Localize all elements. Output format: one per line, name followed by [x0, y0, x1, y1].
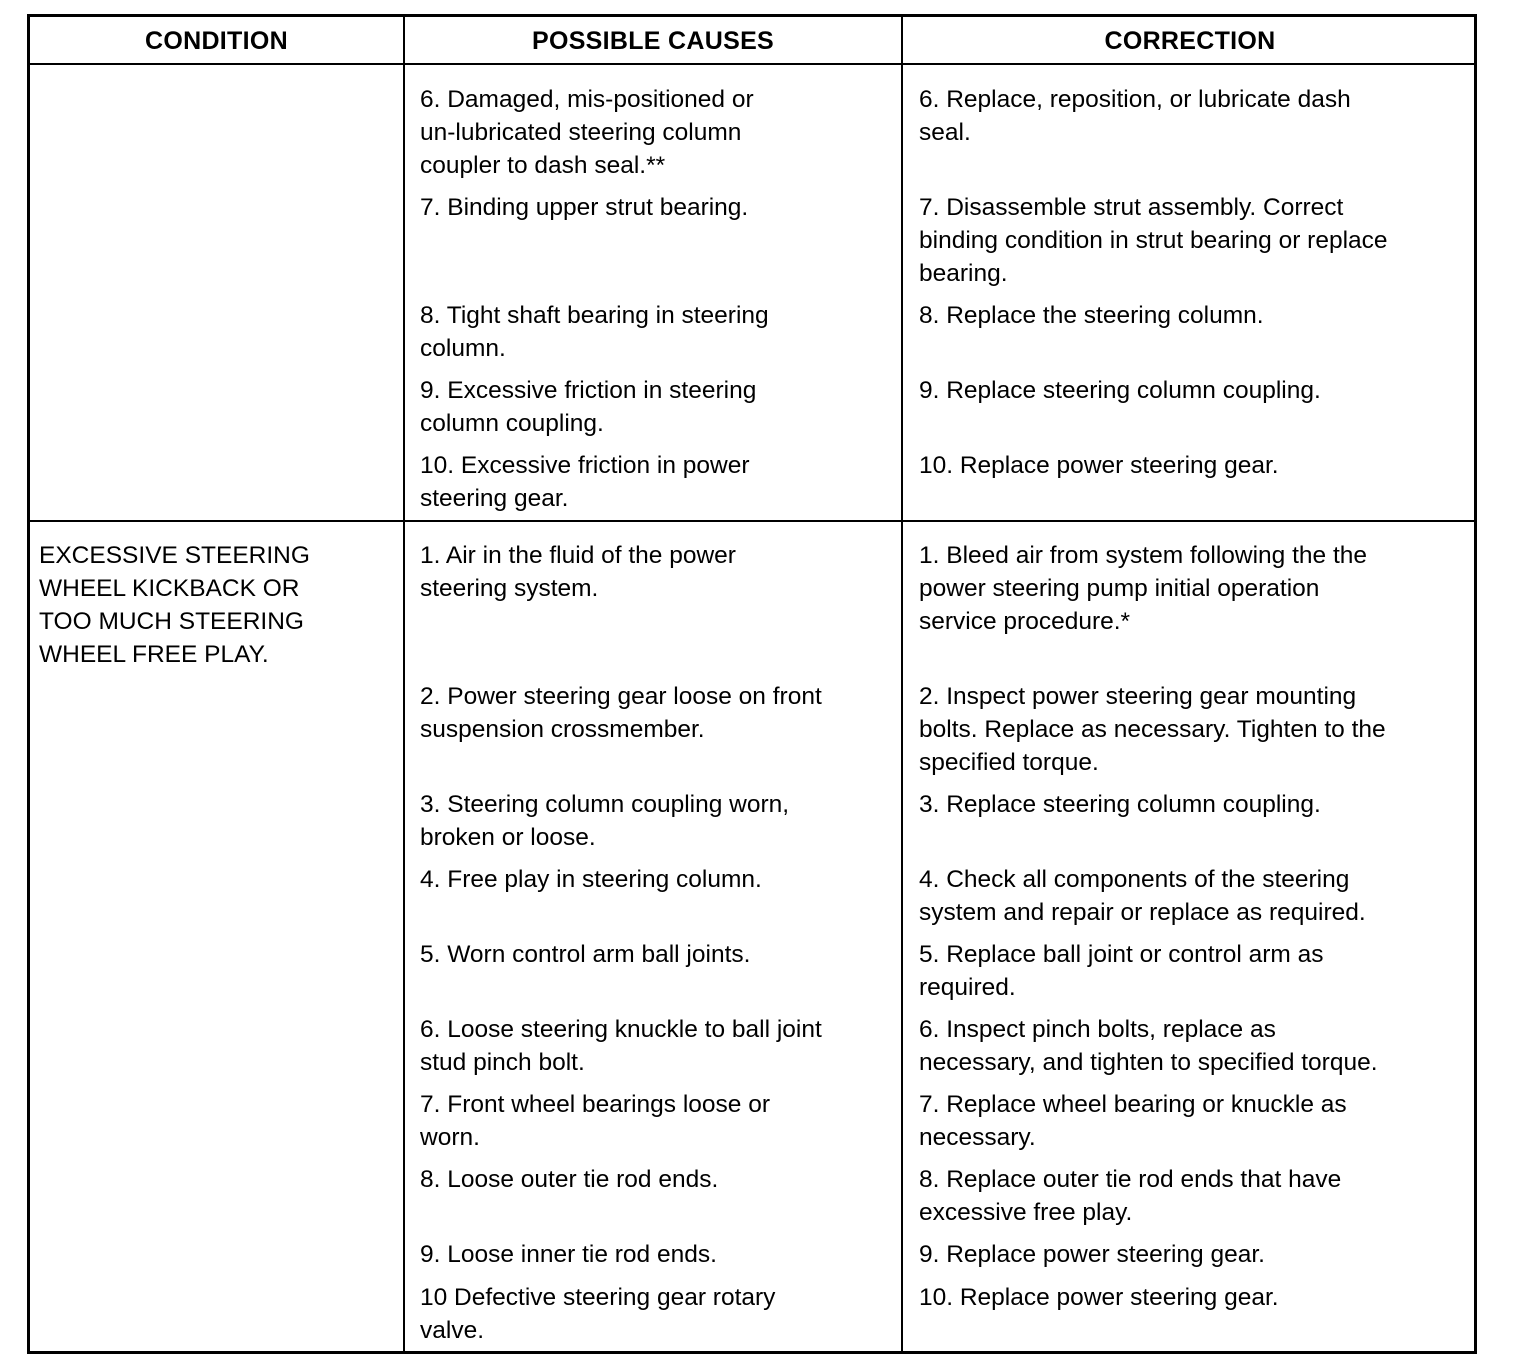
correction-text: 1. Bleed air from system following the the power steering pump initial operation service procedure.* — [919, 542, 1368, 635]
header-correction: CORRECTION — [1104, 26, 1276, 55]
cause-text: 7. Binding upper strut bearing. — [420, 194, 749, 221]
correction-text: 9. Replace power steering gear. — [919, 1241, 1265, 1268]
cause-text: 4. Free play in steering column. — [420, 866, 762, 893]
header-condition: CONDITION — [145, 26, 288, 55]
correction-text: 7. Disassemble strut assembly. Correct binding condition in strut bearing or replace bearing. — [919, 194, 1388, 287]
condition-text: EXCESSIVE STEERING WHEEL KICKBACK OR TOO MUCH STEERING WHEEL FREE PLAY. — [39, 542, 310, 668]
correction-text: 8. Replace the steering column. — [919, 302, 1264, 329]
correction-text: 4. Check all components of the steering system and repair or replace as required. — [919, 866, 1366, 926]
cause-text: 8. Loose outer tie rod ends. — [420, 1166, 719, 1193]
correction-text: 7. Replace wheel bearing or knuckle as necessary. — [919, 1091, 1347, 1151]
correction-text: 2. Inspect power steering gear mounting bolts. Replace as necessary. Tighten to the specified torque. — [919, 683, 1386, 776]
correction-text: 6. Replace, reposition, or lubricate dash seal. — [919, 86, 1351, 146]
cause-text: 6. Damaged, mis-positioned or un-lubricated steering column coupler to dash seal.** — [420, 86, 754, 179]
troubleshooting-table — [27, 14, 1477, 1354]
cause-text: 3. Steering column coupling worn, broken or loose. — [420, 791, 790, 851]
cause-text: 6. Loose steering knuckle to ball joint stud pinch bolt. — [420, 1016, 822, 1076]
column-divider — [403, 17, 405, 1351]
correction-text: 5. Replace ball joint or control arm as required. — [919, 941, 1324, 1001]
cause-text: 9. Excessive friction in steering column coupling. — [420, 377, 757, 437]
cause-text: 2. Power steering gear loose on front suspension crossmember. — [420, 683, 822, 743]
cause-text: 9. Loose inner tie rod ends. — [420, 1241, 717, 1268]
correction-text: 3. Replace steering column coupling. — [919, 791, 1321, 818]
cause-text: 7. Front wheel bearings loose or worn. — [420, 1091, 770, 1151]
header-possible-causes: POSSIBLE CAUSES — [531, 26, 775, 55]
cause-text: 1. Air in the fluid of the power steering system. — [420, 542, 736, 602]
correction-text: 8. Replace outer tie rod ends that have excessive free play. — [919, 1166, 1342, 1226]
column-divider — [901, 17, 903, 1351]
row-divider — [30, 520, 1474, 522]
correction-text: 6. Inspect pinch bolts, replace as necessary, and tighten to specified torque. — [919, 1016, 1378, 1076]
correction-text: 9. Replace steering column coupling. — [919, 377, 1321, 404]
correction-text: 10. Replace power steering gear. — [919, 452, 1279, 479]
cause-text: 5. Worn control arm ball joints. — [420, 941, 751, 968]
correction-text: 10. Replace power steering gear. — [919, 1284, 1279, 1311]
cause-text: 10 Defective steering gear rotary valve. — [420, 1284, 776, 1344]
cause-text: 10. Excessive friction in power steering gear. — [420, 452, 750, 512]
cause-text: 8. Tight shaft bearing in steering column. — [420, 302, 769, 362]
